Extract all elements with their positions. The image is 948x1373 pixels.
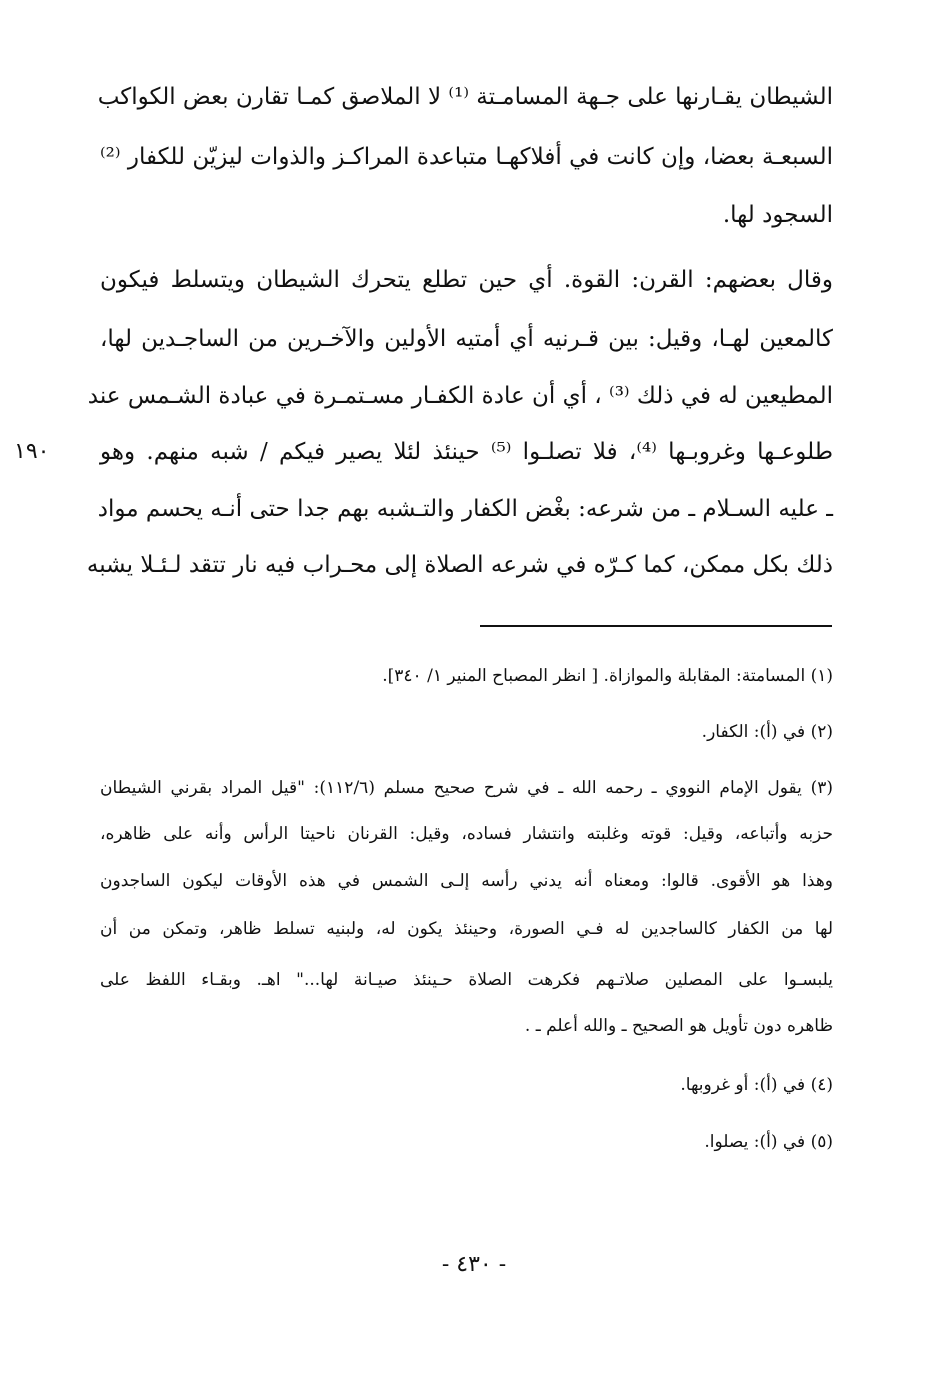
- main-text-line: ـ عليه السـلام ـ من شرعه: بغْض الكفار والتـشبه بهم جدا حتى أنـه يحسم مواد: [97, 496, 833, 522]
- main-text-line: المطيعين له في ذلك ⁽³⁾ ، أي أن عادة الكفـار مسـتمـرة في عبادة الشـمس عند: [87, 383, 833, 409]
- footnote-line: يلبسـوا على المصلين صلاتـهم فكرهت الصلاة حـينئذ صيـانة لها..." اهـ. وبقـاء اللفظ على: [100, 970, 833, 990]
- main-text-line: وقال بعضهم: القرن: القوة. أي حين تطلع يتحرك الشيطان ويتسلط فيكون: [100, 267, 833, 293]
- margin-folio-marker: ١٩٠: [14, 439, 50, 464]
- main-text-line: طلوعـها وغروبـها ⁽⁴⁾، فلا تصلـوا ⁽⁵⁾ حينئذ لئلا يصير فيكم / شبه منهم. وهو: [100, 439, 834, 465]
- main-text-line: السبعـة بعضا، وإن كانت في أفلاكهـا متباعدة المراكـز والذوات ليزيّن للكفار ⁽²⁾: [100, 144, 833, 170]
- footnote-line: (٥) في (أ): يصلوا.: [704, 1132, 833, 1152]
- footnote-line: لها من الكفار كالساجدين له فـي الصورة، وحينئذ يكون له، ولبنيه تسلط ظاهر، وتمكن من أن: [100, 919, 833, 939]
- footnote-line: (٤) في (أ): أو غروبها.: [680, 1075, 833, 1095]
- footnote-line: ظاهره دون تأويل هو الصحيح ـ والله أعلم ـ .: [524, 1016, 833, 1036]
- main-text-line: السجود لها.: [722, 202, 833, 228]
- footnote-line: (٣) يقول الإمام النووي ـ رحمه الله ـ في شرح صحيح مسلم (١١٢/٦): "قيل المراد بقرني الشيطان: [100, 778, 833, 798]
- footnote-line: وهذا هو الأقوى. قالوا: ومعناه أنه يدني رأسه إلـى الشمس في هذه الأوقات ليكون الساجدون: [100, 871, 833, 891]
- page-number: - ٤٣٠ -: [441, 1252, 507, 1277]
- footnote-separator: [480, 625, 832, 627]
- main-text-line: الشيطان يقـارنها على جـهة المسامـتة ⁽¹⁾ لا الملاصق كمـا تقارن بعض الكواكب: [97, 84, 833, 110]
- main-text-line: ذلك بكل ممكن، كما كـرّه في شرعه الصلاة إلى محـراب فيه نار تتقد لـئـلا يشبه: [86, 552, 833, 578]
- footnote-line: (١) المسامتة: المقابلة والموازاة. [ انظر المصباح المنير ١/ ٣٤٠].: [382, 666, 833, 686]
- footnote-line: (٢) في (أ): الكفار.: [701, 722, 833, 742]
- footnote-line: حزبه وأتباعه، وقيل: قوته وغلبته وانتشار فساده، وقيل: القرنان ناحيتا الرأس وأنه على ظاهره،: [100, 824, 833, 844]
- main-text-line: كالمعين لهـا، وقيل: بين قـرنيه أي أمتيه الأولين والآخـرين من الساجـدين لها،: [100, 326, 833, 352]
